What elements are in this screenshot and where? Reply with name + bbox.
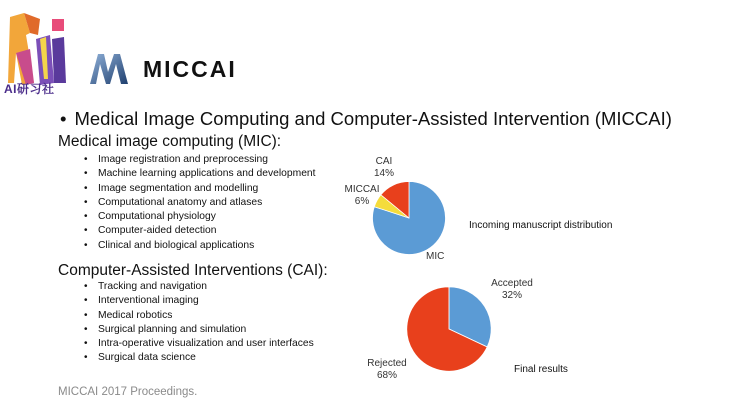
- list-item: • Computational anatomy and atlases: [84, 196, 316, 210]
- list-item: • Medical robotics: [84, 309, 314, 323]
- pie2-label-accepted-pct: 32%: [501, 290, 522, 301]
- list-item: • Image segmentation and modelling: [84, 182, 316, 196]
- final-results-pie: [405, 285, 493, 373]
- miccai-logo-mark: [88, 50, 130, 86]
- list-item: • Tracking and navigation: [84, 280, 314, 294]
- pie1-label-miccai: [344, 184, 380, 208]
- list-item: • Machine learning applications and development: [84, 167, 316, 181]
- pie2-label-rejected: [361, 358, 413, 382]
- pie2-label-accepted-name: Accepted: [491, 278, 533, 289]
- pie2-label-rejected-pct: 68%: [376, 370, 397, 381]
- pie1-label-mic: MIC: [426, 251, 445, 262]
- slide-main-title: [60, 108, 672, 130]
- list-item: • Interventional imaging: [84, 294, 314, 308]
- manuscript-distribution-pie: [371, 180, 447, 256]
- pie2-label-rejected-name: Rejected: [367, 358, 407, 369]
- list-item: • Clinical and biological applications: [84, 239, 316, 253]
- list-item: • Computer-aided detection: [84, 224, 316, 238]
- list-item: • Surgical planning and simulation: [84, 323, 314, 337]
- cai-section-title: Computer-Assisted Interventions (CAI):: [58, 262, 328, 279]
- list-item: • Computational physiology: [84, 210, 316, 224]
- footer-source: MICCAI 2017 Proceedings.: [58, 386, 198, 398]
- pie1-label-cai-name: CAI: [375, 156, 393, 167]
- pie1-label-cai: [370, 156, 398, 180]
- pie1-label-cai-pct: 14%: [373, 168, 394, 179]
- pie1-caption: Incoming manuscript distribution: [469, 220, 613, 231]
- miccai-wordmark: MICCAI: [143, 56, 237, 82]
- main-title-text: Medical Image Computing and Computer-Assisted Intervention (MICCAI): [74, 108, 672, 129]
- cai-topic-list: [84, 280, 314, 366]
- pie1-label-miccai-name: MICCAI: [344, 184, 380, 195]
- pie1-label-miccai-pct: 6%: [354, 196, 370, 207]
- pie2-caption: Final results: [514, 364, 568, 375]
- title-bullet: •: [60, 108, 67, 129]
- list-item: • Intra-operative visualization and user interfaces: [84, 337, 314, 351]
- mic-topic-list: [84, 153, 316, 253]
- mic-section-title: Medical image computing (MIC):: [58, 133, 282, 150]
- badge-text: AI研习社: [4, 82, 55, 96]
- pie2-label-accepted: [486, 278, 538, 302]
- list-item: • Image registration and preprocessing: [84, 153, 316, 167]
- list-item: • Surgical data science: [84, 351, 314, 365]
